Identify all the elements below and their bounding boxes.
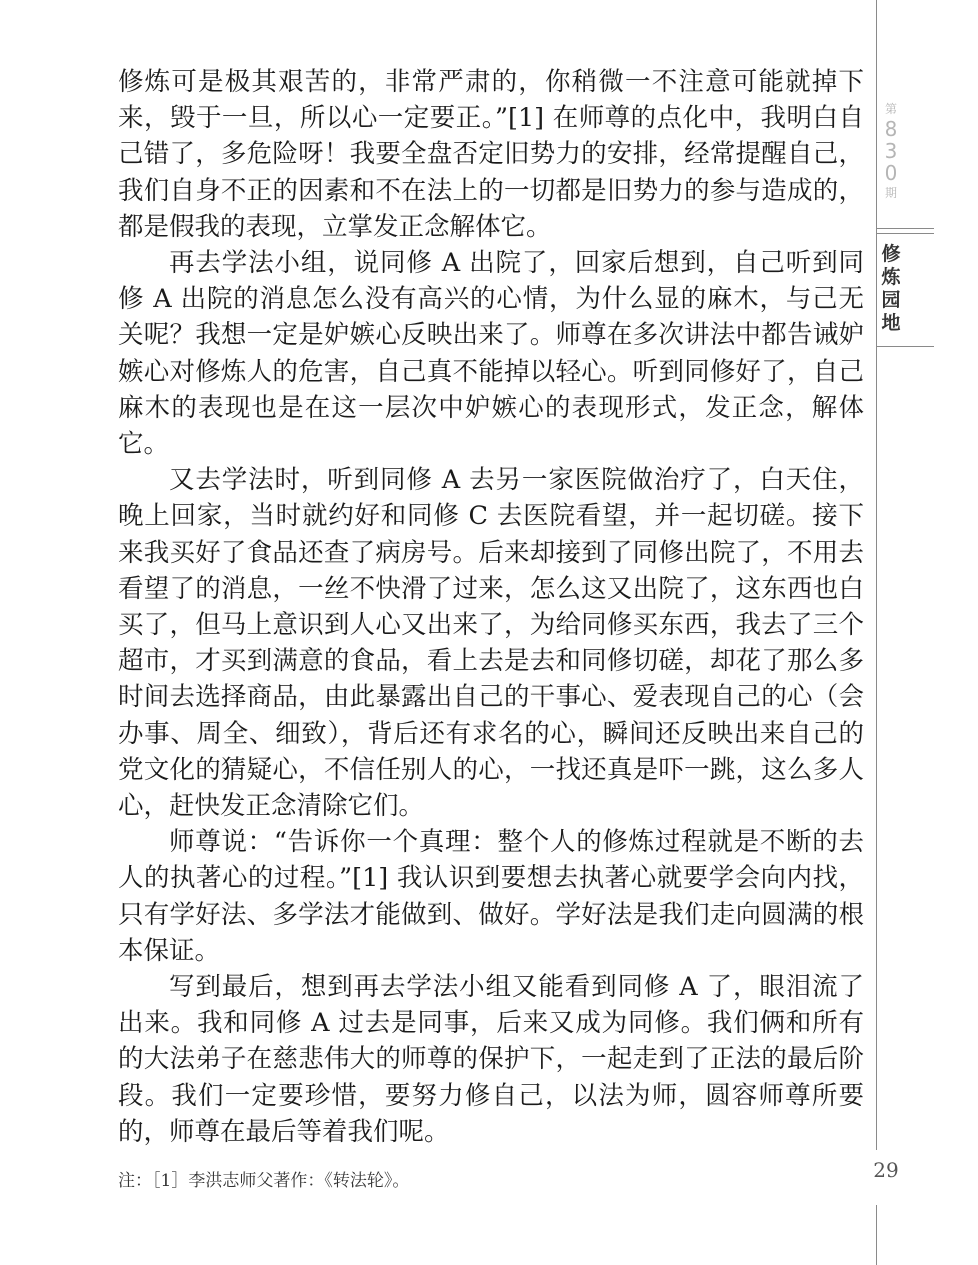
footnote: 注：［1］李洪志师父著作：《转法轮》。 [118, 1171, 410, 1191]
paragraph: 修炼可是极其艰苦的，非常严肃的，你稍微一不注意可能就掉下来，毁于一旦，所以心一定要正。”[1] 在师尊的点化中，我明白自己错了，多危险呀！我要全盘否定旧势力的安排，经常提醒自己，我们自身不正的因素和不在法上的一切都是旧势力的参与造成的，都是假我的表现，立掌发正念解体它。 [118, 67, 864, 242]
page-number: 29 [873, 1158, 899, 1182]
issue-digit: 3 [884, 139, 898, 163]
article-body [118, 64, 864, 1150]
paragraph: 再去学法小组，说同修 A 出院了，回家后想到，自己听到同修 A 出院的消息怎么没有高兴的心情，为什么显的麻木，与己无关呢？我想一定是妒嫉心反映出来了。师尊在多次讲法中都告诫妒嫉心对修炼人的危害，自己真不能掉以轻心。听到同修好了，自己麻木的表现也是在这一层次中妒嫉心的表现形式，发正念，解体它。 [118, 248, 864, 460]
issue-digit: 8 [884, 117, 898, 141]
issue-digit: 0 [884, 161, 898, 185]
issue-prefix: 第 [884, 102, 897, 116]
sidebar-divider-top [876, 228, 934, 229]
paragraph: 师尊说：“告诉你一个真理：整个人的修炼过程就是不断的去人的执著心的过程。”[1] 我认识到要想去执著心就要学会向内找，只有学好法、多学法才能做到、做好。学好法是我们走向圆满的根本保证。 [118, 827, 864, 966]
section-char: 炼 [881, 266, 901, 288]
section-char: 园 [881, 289, 901, 311]
section-char: 地 [881, 312, 901, 334]
section-title [876, 243, 906, 335]
sidebar-divider-double [876, 233, 934, 234]
paragraph: 又去学法时，听到同修 A 去另一家医院做治疗了，白天住，晚上回家，当时就约好和同修 C 去医院看望，并一起切磋。接下来我买好了食品还查了病房号。后来却接到了同修出院了，不用去看望了的消息，一丝不快滑了过来，怎么这又出院了，这东西也白买了，但马上意识到人心又出来了，为给同修买东西，我去了三个超市，才买到满意的食品，看上去是去和同修切磋，却花了那么多时间去选择商品，由此暴露出自己的干事心、爱表现自己的心（会办事、周全、细致），背后还有求名的心，瞬间还反映出来自己的党文化的猜疑心，不信任别人的心，一找还真是吓一跳，这么多人心，赶快发正念清除它们。 [118, 465, 864, 822]
section-char: 修 [881, 243, 901, 265]
sidebar-divider-bottom [876, 346, 934, 347]
paragraph: 写到最后，想到再去学法小组又能看到同修 A 了，眼泪流了出来。我和同修 A 过去是同事，后来又成为同修。我们俩和所有的大法弟子在慈悲伟大的师尊的保护下，一起走到了正法的最后阶段。我们一定要珍惜，要努力修自己，以法为师，圆容师尊所要的，师尊在最后等着我们呢。 [118, 972, 864, 1147]
margin-rule-bottom [876, 1205, 877, 1265]
issue-number [876, 100, 906, 202]
issue-suffix: 期 [884, 186, 897, 200]
